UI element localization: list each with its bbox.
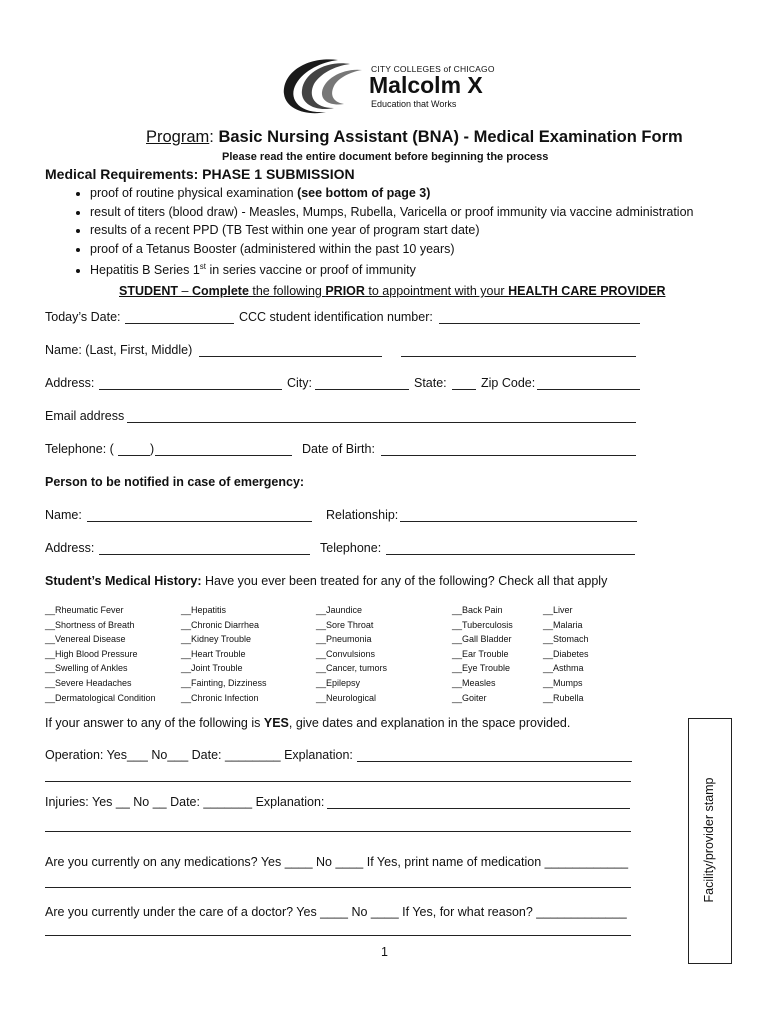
form-subtitle: Please read the entire document before beginning the process <box>222 151 549 163</box>
condition-checkbox[interactable]: __Hepatitis <box>181 605 227 615</box>
condition-checkbox[interactable]: __Dermatological Condition <box>45 692 156 703</box>
list-item: • Hepatitis B Series 1st in series vaccine or proof of immunity <box>90 258 693 280</box>
emergency-telephone-field[interactable] <box>386 554 635 555</box>
condition-checkbox[interactable]: __Pneumonia <box>316 634 372 645</box>
doctor-question: Are you currently under the care of a doctor? Yes ____ No ____ If Yes, for what reason? _____________ <box>45 905 627 919</box>
condition-checkbox[interactable]: __Measles <box>452 677 496 688</box>
dob-field[interactable] <box>381 455 636 456</box>
address-label: Address: <box>45 376 95 390</box>
program-label: Program <box>146 128 210 146</box>
condition-checkbox[interactable]: __Joint Trouble <box>181 663 243 674</box>
condition-checkbox[interactable]: __Rheumatic Fever <box>45 605 124 615</box>
condition-checkbox[interactable]: __Shortness of Breath <box>45 619 135 630</box>
todays-date-field[interactable] <box>125 323 234 324</box>
city-field[interactable] <box>315 389 409 390</box>
zip-label: Zip Code: <box>481 376 536 390</box>
history-column-2 <box>181 603 267 705</box>
list-item: • result of titers (blood draw) - Measles, Mumps, Rubella, Varicella or proof immunity via vaccine administration <box>90 203 693 222</box>
student-id-field[interactable] <box>439 323 640 324</box>
email-field[interactable] <box>127 422 636 423</box>
student-instruction: STUDENT – Complete the following PRIOR to appointment with your HEALTH CARE PROVIDER <box>119 284 666 298</box>
state-label: State: <box>414 376 447 390</box>
list-item: • proof of routine physical examination (see bottom of page 3) <box>90 184 693 203</box>
condition-checkbox[interactable]: __Ear Trouble <box>452 648 509 659</box>
operation-explanation-field[interactable] <box>357 761 632 762</box>
condition-checkbox[interactable]: __Back Pain <box>452 605 503 615</box>
history-label: Student’s Medical History: <box>45 574 202 588</box>
condition-checkbox[interactable]: __Venereal Disease <box>45 634 126 645</box>
condition-checkbox[interactable]: __Stomach <box>543 634 589 645</box>
condition-checkbox[interactable]: __High Blood Pressure <box>45 648 138 659</box>
condition-checkbox[interactable]: __Malaria <box>543 619 583 630</box>
city-label: City: <box>287 376 312 390</box>
address-field[interactable] <box>99 389 282 390</box>
emergency-address-label: Address: <box>45 541 95 555</box>
name-field-continued[interactable] <box>401 356 636 357</box>
email-label: Email address <box>45 409 125 423</box>
condition-checkbox[interactable]: __Rubella <box>543 692 584 703</box>
history-column-3 <box>316 603 387 705</box>
doctor-field-2[interactable] <box>45 935 631 936</box>
condition-checkbox[interactable]: __Sore Throat <box>316 619 374 630</box>
logo-tagline: Education that Works <box>371 99 457 109</box>
history-question: Student’s Medical History: Have you ever been treated for any of the following? Check all that apply <box>45 574 608 588</box>
form-title: Program: Basic Nursing Assistant (BNA) - Medical Examination Form <box>146 128 683 146</box>
page-title: Basic Nursing Assistant (BNA) - Medical Examination Form <box>218 128 683 146</box>
condition-checkbox[interactable]: __Asthma <box>543 663 584 674</box>
logo-name: Malcolm X <box>369 72 483 98</box>
name-label: Name: (Last, First, Middle) <box>45 343 193 357</box>
telephone-close-paren: ) <box>150 442 155 456</box>
injuries-question: Injuries: Yes __ No __ Date: _______ Explanation: <box>45 795 325 809</box>
emergency-name-field[interactable] <box>87 521 312 522</box>
area-code-field[interactable] <box>118 455 150 456</box>
emergency-telephone-label: Telephone: <box>320 541 382 555</box>
telephone-field[interactable] <box>155 455 292 456</box>
injuries-explanation-field-2[interactable] <box>45 831 631 832</box>
emergency-heading: Person to be notified in case of emergency: <box>45 475 305 489</box>
condition-checkbox[interactable]: __Epilepsy <box>316 677 361 688</box>
relationship-field[interactable] <box>400 521 637 522</box>
condition-checkbox[interactable]: __Tuberculosis <box>452 619 513 630</box>
condition-checkbox[interactable]: __Chronic Infection <box>181 692 259 703</box>
list-item: • results of a recent PPD (TB Test within one year of program start date) <box>90 221 693 240</box>
condition-checkbox[interactable]: __Goiter <box>452 692 487 703</box>
condition-checkbox[interactable]: __Convulsions <box>316 648 376 659</box>
condition-checkbox[interactable]: __Severe Headaches <box>45 677 132 688</box>
page-number: 1 <box>381 945 388 959</box>
emergency-name-label: Name: <box>45 508 82 522</box>
condition-checkbox[interactable]: __Gall Bladder <box>452 634 512 645</box>
history-column-4 <box>452 603 513 705</box>
injuries-explanation-field[interactable] <box>327 808 630 809</box>
condition-checkbox[interactable]: __Cancer, tumors <box>316 663 388 674</box>
condition-checkbox[interactable]: __Eye Trouble <box>452 663 511 674</box>
name-field[interactable] <box>199 356 382 357</box>
list-item: • proof of a Tetanus Booster (administered within the past 10 years) <box>90 240 693 259</box>
condition-checkbox[interactable]: __Kidney Trouble <box>181 634 252 645</box>
student-id-label: CCC student identification number: <box>239 310 433 324</box>
condition-checkbox[interactable]: __Liver <box>543 605 573 615</box>
todays-date-label: Today’s Date: <box>45 310 121 324</box>
swoosh-logo-icon <box>278 54 368 118</box>
condition-checkbox[interactable]: __Chronic Diarrhea <box>181 619 260 630</box>
medications-question: Are you currently on any medications? Yes ____ No ____ If Yes, print name of medication ____________ <box>45 855 629 869</box>
condition-checkbox[interactable]: __Mumps <box>543 677 583 688</box>
operation-explanation-field-2[interactable] <box>45 781 631 782</box>
condition-checkbox[interactable]: __Diabetes <box>543 648 589 659</box>
telephone-label: Telephone: ( <box>45 442 114 456</box>
history-column-1 <box>45 603 156 705</box>
emergency-address-field[interactable] <box>99 554 310 555</box>
history-column-5 <box>543 603 589 705</box>
condition-checkbox[interactable]: __Fainting, Dizziness <box>181 677 267 688</box>
relationship-label: Relationship: <box>326 508 399 522</box>
logo-line1: CITY COLLEGES of CHICAGO <box>371 64 495 74</box>
medications-field-2[interactable] <box>45 887 631 888</box>
yes-explanation-intro: If your answer to any of the following is YES, give dates and explanation in the space provided. <box>45 716 571 730</box>
condition-checkbox[interactable]: __Jaundice <box>316 605 363 615</box>
requirements-list <box>66 184 693 280</box>
condition-checkbox[interactable]: __Neurological <box>316 692 377 703</box>
dob-label: Date of Birth: <box>302 442 375 456</box>
condition-checkbox[interactable]: __Heart Trouble <box>181 648 246 659</box>
zip-field[interactable] <box>537 389 640 390</box>
operation-question: Operation: Yes___ No___ Date: ________ Explanation: <box>45 748 353 762</box>
requirements-heading: Medical Requirements: PHASE 1 SUBMISSION <box>45 166 355 182</box>
condition-checkbox[interactable]: __Swelling of Ankles <box>45 663 128 674</box>
provider-stamp-label: Facility/provider stamp <box>702 777 716 903</box>
state-field[interactable] <box>452 389 476 390</box>
